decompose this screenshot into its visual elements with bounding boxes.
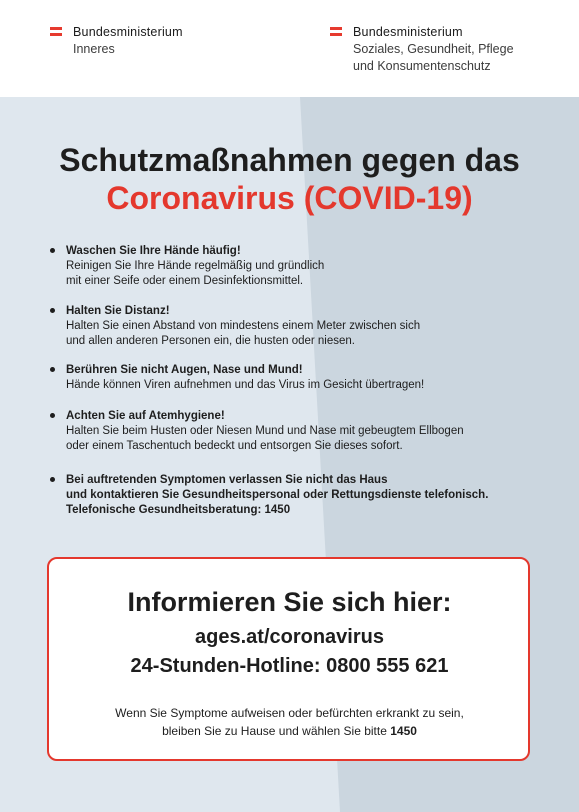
list-item xyxy=(50,473,550,518)
list-item-text: Halten Sie beim Husten oder Niesen Mund und Nase mit gebeugtem Ellbogen xyxy=(66,425,464,437)
info-note-text: bleiben Sie zu Hause und wählen Sie bitte xyxy=(162,724,391,738)
bullet-icon xyxy=(50,413,55,418)
list-item-text: mit einer Seife oder einem Desinfektionsmittel. xyxy=(66,275,304,287)
logo-ministry-name: Bundesministerium xyxy=(353,25,463,39)
info-note xyxy=(0,704,579,740)
list-item-text: oder einem Taschentuch bedeckt und entsorgen Sie dieses sofort. xyxy=(66,440,403,452)
info-hotline: 24-Stunden-Hotline: 0800 555 621 xyxy=(130,655,449,677)
list-item-text: Telefonische Gesundheitsberatung: 1450 xyxy=(66,504,291,516)
page-subtitle: Coronavirus (COVID-19) xyxy=(106,180,473,216)
list-item-text: Halten Sie einen Abstand von mindestens einem Meter zwischen sich xyxy=(66,320,421,332)
logo-sozialministerium xyxy=(330,24,514,75)
list-item-text: Bei auftretenden Symptomen verlassen Sie nicht das Haus xyxy=(66,474,388,486)
list-item-text: und allen anderen Personen ein, die husten oder niesen. xyxy=(66,335,355,347)
austrian-flag-icon xyxy=(50,27,62,36)
info-note-number: 1450 xyxy=(390,724,417,738)
bullet-icon xyxy=(50,367,55,372)
list-item-text: Hände können Viren aufnehmen und das Virus im Gesicht übertragen! xyxy=(66,379,425,391)
logo-department-line: und Konsumentenschutz xyxy=(353,59,491,73)
austrian-flag-icon xyxy=(330,27,342,36)
page-title: Schutzmaßnahmen gegen das xyxy=(59,142,520,178)
bullet-icon xyxy=(50,308,55,313)
list-item-text: und kontaktieren Sie Gesundheitspersonal oder Rettungsdienste telefonisch. xyxy=(66,489,489,501)
logo-bmi xyxy=(50,24,183,58)
list-item xyxy=(50,244,550,289)
list-item-heading: Berühren Sie nicht Augen, Nase und Mund! xyxy=(66,364,303,376)
bullet-icon xyxy=(50,477,55,482)
logo-ministry-name: Bundesministerium xyxy=(73,25,183,39)
list-item-heading: Waschen Sie Ihre Hände häufig! xyxy=(66,245,241,257)
list-item xyxy=(50,409,550,454)
info-note-line xyxy=(0,722,579,740)
logo-department-line: Inneres xyxy=(73,42,115,56)
logo-department-line: Soziales, Gesundheit, Pflege xyxy=(353,42,514,56)
list-item-heading: Halten Sie Distanz! xyxy=(66,305,170,317)
list-item-heading: Achten Sie auf Atemhygiene! xyxy=(66,410,225,422)
list-item xyxy=(50,304,550,349)
info-note-line: Wenn Sie Symptome aufweisen oder befürchten erkrankt zu sein, xyxy=(115,706,464,720)
bullet-icon xyxy=(50,248,55,253)
info-title: Informieren Sie sich hier: xyxy=(127,587,452,617)
header xyxy=(0,0,579,97)
list-item xyxy=(50,363,550,393)
info-url[interactable]: ages.at/coronavirus xyxy=(195,626,384,648)
list-item-text: Reinigen Sie Ihre Hände regelmäßig und gründlich xyxy=(66,260,325,272)
